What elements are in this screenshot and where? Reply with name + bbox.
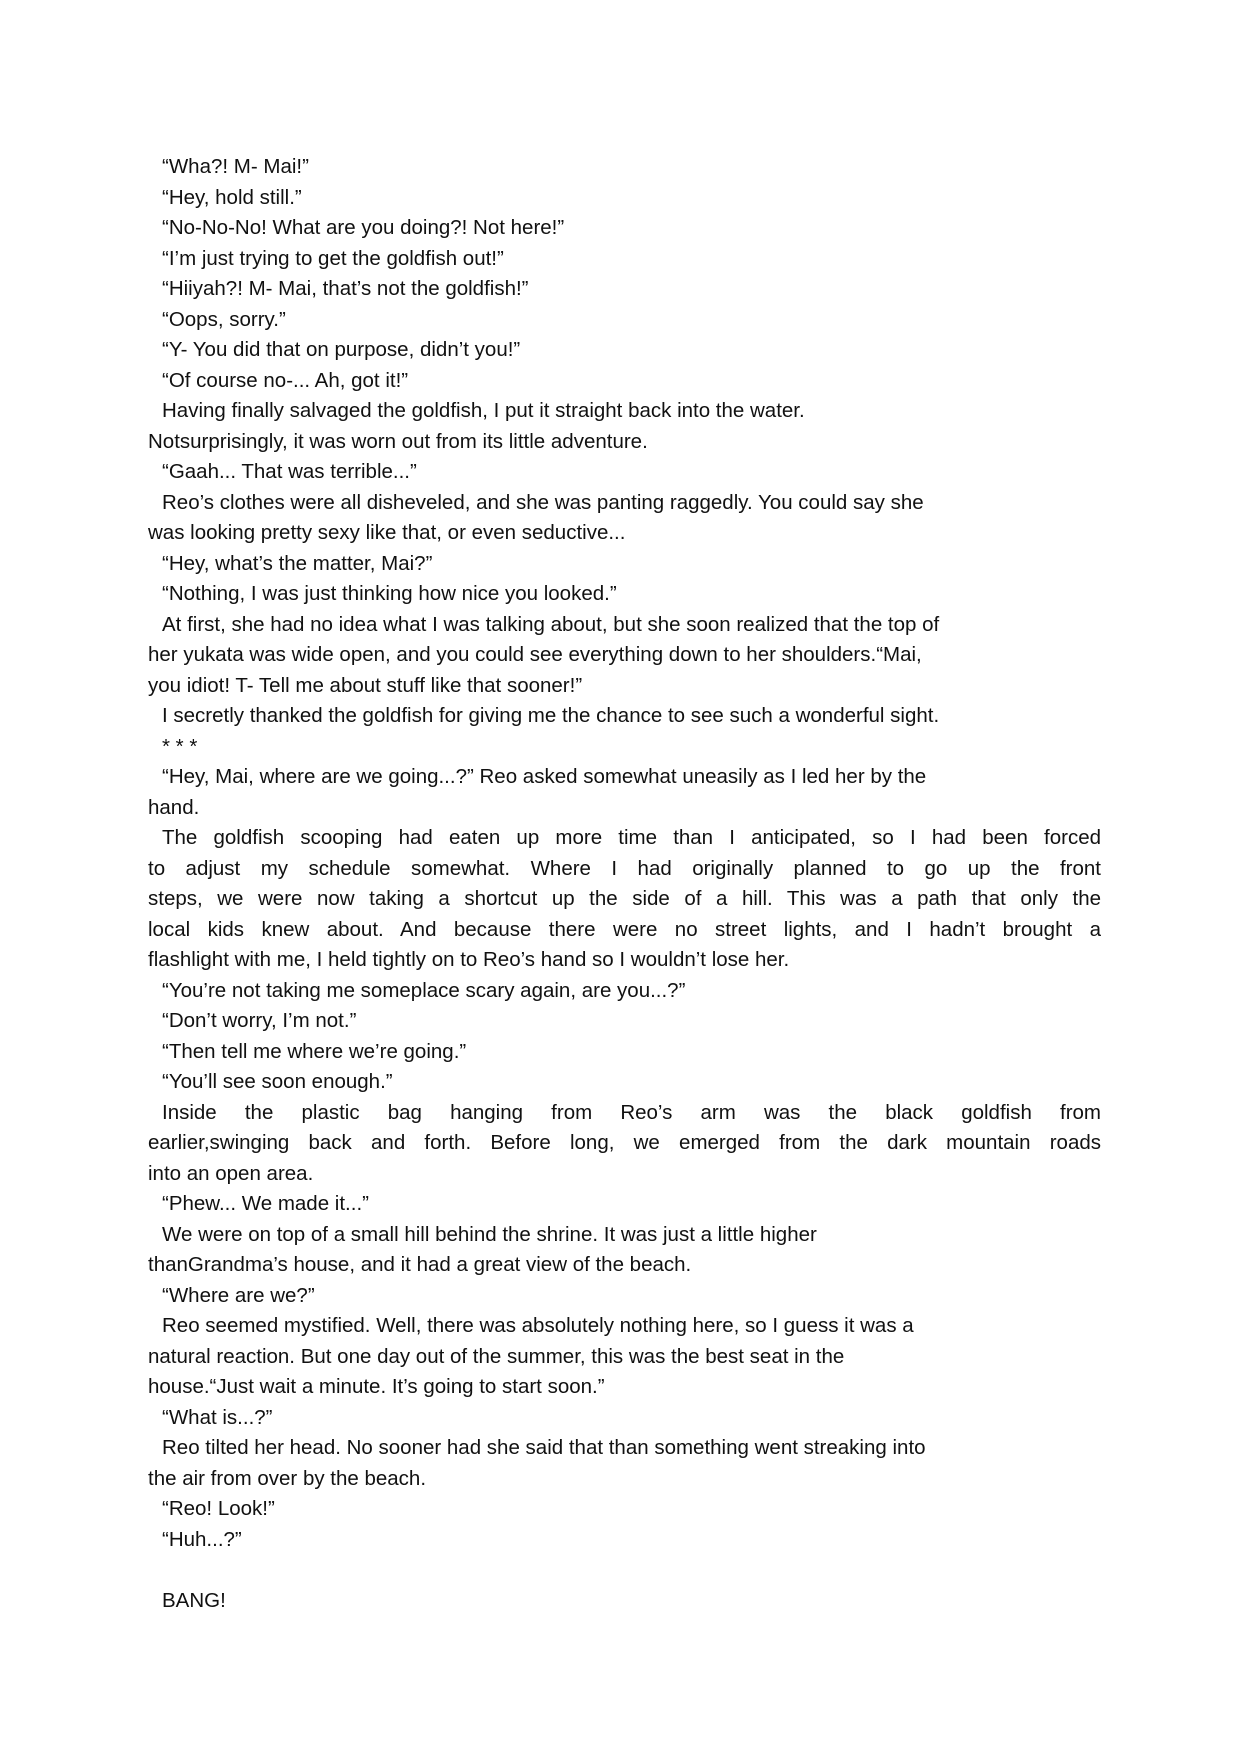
text-line: “Reo! Look!” <box>162 1497 275 1520</box>
text-line: Notsurprisingly, it was worn out from its little adventure. <box>148 429 648 453</box>
text-line: Reo’s clothes were all disheveled, and she was panting raggedly. You could say she <box>162 490 924 514</box>
text-line: “You’re not taking me someplace scary again, are you...?” <box>162 978 686 1002</box>
text-line: “Don’t worry, I’m not.” <box>162 1009 357 1032</box>
text-line: “Huh...?” <box>162 1527 242 1551</box>
text-line: Having finally salvaged the goldfish, I put it straight back into the water. <box>162 399 805 422</box>
text-line: thanGrandma’s house, and it had a great view of the beach. <box>148 1253 692 1276</box>
text-line: “Hey, hold still.” <box>162 185 302 209</box>
text-line: We were on top of a small hill behind the shrine. It was just a little higher <box>162 1222 817 1246</box>
text-line: “Oops, sorry.” <box>162 307 286 331</box>
text-line: “Y- You did that on purpose, didn’t you!” <box>162 338 521 361</box>
text-line: Inside the plastic bag hanging from Reo’s arm was the black goldfish from <box>162 1100 1101 1124</box>
text-line: “Where are we?” <box>162 1283 315 1307</box>
text-line: “Hey, what’s the matter, Mai?” <box>162 551 433 575</box>
text-line: “Hiiyah?! M- Mai, that’s not the goldfish!” <box>162 277 529 300</box>
text-line: BANG! <box>162 1588 226 1612</box>
text-line <box>148 1555 1101 1586</box>
document-page-text <box>148 152 1101 1616</box>
text-line: I secretly thanked the goldfish for giving me the chance to see such a wonderful sight. <box>162 704 940 727</box>
text-line: you idiot! T- Tell me about stuff like that sooner!” <box>148 673 583 697</box>
text-line: to adjust my schedule somewhat. Where I had originally planned to go up the front <box>148 856 1101 880</box>
text-line: flashlight with me, I held tightly on to Reo’s hand so I wouldn’t lose her. <box>148 948 790 971</box>
text-line: into an open area. <box>148 1161 314 1185</box>
text-line: “Gaah... That was terrible...” <box>162 460 417 483</box>
text-line: hand. <box>148 795 200 819</box>
text-line: “Then tell me where we’re going.” <box>162 1039 467 1063</box>
text-line: * * * <box>162 734 198 758</box>
text-line: “Wha?! M- Mai!” <box>162 155 309 178</box>
text-line: “What is...?” <box>162 1405 273 1429</box>
text-line: natural reaction. But one day out of the summer, this was the best seat in the <box>148 1344 845 1368</box>
text-line: her yukata was wide open, and you could see everything down to her shoulders.“Mai, <box>148 643 922 666</box>
text-line: was looking pretty sexy like that, or even seductive... <box>148 521 626 544</box>
text-line: The goldfish scooping had eaten up more time than I anticipated, so I had been forced <box>162 826 1101 849</box>
text-line: “Of course no-... Ah, got it!” <box>162 368 409 392</box>
text-line: earlier,swinging back and forth. Before long, we emerged from the dark mountain roads <box>148 1131 1101 1154</box>
text-line: Reo tilted her head. No sooner had she said that than something went streaking into <box>162 1436 926 1459</box>
text-line: local kids knew about. And because there were no street lights, and I hadn’t brought a <box>148 917 1101 941</box>
text-line: “Nothing, I was just thinking how nice you looked.” <box>162 582 617 605</box>
text-line: Reo seemed mystified. Well, there was absolutely nothing here, so I guess it was a <box>162 1314 914 1337</box>
text-line: “Phew... We made it...” <box>162 1192 369 1215</box>
text-line: “Hey, Mai, where are we going...?” Reo asked somewhat uneasily as I led her by the <box>162 765 927 788</box>
text-line: steps, we were now taking a shortcut up the side of a hill. This was a path that only the <box>148 887 1101 910</box>
text-line: “No-No-No! What are you doing?! Not here!” <box>162 216 565 239</box>
text-line: “I’m just trying to get the goldfish out!” <box>162 246 504 270</box>
text-line: At first, she had no idea what I was talking about, but she soon realized that the top of <box>162 612 940 636</box>
text-line: house.“Just wait a minute. It’s going to start soon.” <box>148 1375 605 1398</box>
text-line: the air from over by the beach. <box>148 1466 427 1490</box>
text-line: “You’ll see soon enough.” <box>162 1070 393 1093</box>
